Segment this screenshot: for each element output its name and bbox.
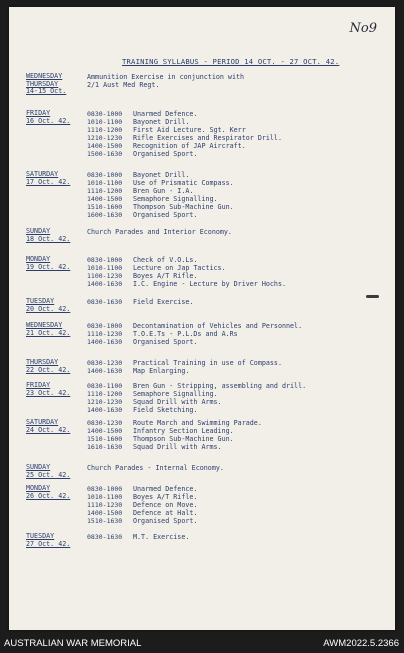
entry-item: Practical Training in use of Compass. <box>133 359 282 367</box>
entry-day-line: SUNDAY <box>26 463 51 471</box>
entry-time: 1400-1500 <box>87 509 123 518</box>
entry-time: 0830-1000 <box>87 171 123 179</box>
entry-day <box>26 228 86 243</box>
footer-institution: AUSTRALIAN WAR MEMORIAL <box>4 638 142 649</box>
entry-item: Route March and Swimming Parade. <box>133 419 262 427</box>
entry-time: 1400-1630 <box>87 280 123 289</box>
entry-time: 1510-1630 <box>87 517 123 526</box>
entry-day-line: 25 Oct. 42. <box>26 470 71 479</box>
entry-time: 1610-1630 <box>87 443 123 452</box>
entry-day <box>26 533 86 548</box>
entry-item: Organised Sport. <box>133 517 198 526</box>
entry-time: 0830-1230 <box>87 359 123 367</box>
entry-day-line: 16 Oct. 42. <box>26 116 71 125</box>
entry-day-line: 20 Oct. 42. <box>26 304 71 313</box>
entry-time: 1010-1100 <box>87 179 123 188</box>
entry-day <box>26 256 86 271</box>
entry-time: 1010-1100 <box>87 493 123 502</box>
entry-items <box>133 533 383 541</box>
entry-item: Semaphore Signalling. <box>133 195 218 204</box>
entry-item: Unarmed Defence. <box>133 110 198 118</box>
entry-day <box>26 382 86 397</box>
entry-time: 1600-1630 <box>87 211 123 220</box>
footer-accession-number: AWM2022.5.2366 <box>323 638 399 649</box>
entry-items <box>133 298 383 306</box>
entry-time: 0830-1630 <box>87 298 123 306</box>
entry-time: 1400-1630 <box>87 367 123 376</box>
entry-time: 0830-1000 <box>87 256 123 264</box>
entry-items <box>133 382 383 414</box>
entry-time: 1100-1230 <box>87 272 123 281</box>
entry-day-line: MONDAY <box>26 484 51 492</box>
footer-bar <box>0 634 404 653</box>
entry-day-line: 26 Oct. 42. <box>26 491 71 500</box>
entry-items <box>133 256 383 288</box>
entry-day-line: 18 Oct. 42. <box>26 234 71 243</box>
entry-day-line: WEDNESDAY <box>26 321 63 329</box>
entry-day <box>26 359 86 374</box>
entry-item: Church Parades - Internal Economy. <box>87 464 224 472</box>
entry-day-line: WEDNESDAY <box>26 72 63 80</box>
entry-time: 1400-1500 <box>87 195 123 204</box>
entry-item: Organised Sport. <box>133 338 198 347</box>
entry-item: Bayonet Drill. <box>133 118 190 127</box>
entry-day <box>26 171 86 186</box>
entry-day-line: SATURDAY <box>26 418 59 426</box>
entry-item: Map Enlarging. <box>133 367 190 376</box>
entry-item: Field Sketching. <box>133 406 198 415</box>
entry-item: Infantry Section Leading. <box>133 427 234 436</box>
entry-items <box>133 485 383 525</box>
entry-item: Field Exercise. <box>133 298 194 306</box>
entry-time: 1500-1630 <box>87 150 123 159</box>
entry-day <box>26 464 86 479</box>
entry-item: T.O.E.Ts - P.L.Ds and A.Rs <box>133 330 238 339</box>
entry-item: Ammunition Exercise in conjunction with <box>87 73 245 81</box>
entry-item: Boyes A/T Rifle. <box>133 272 198 281</box>
entry-items <box>87 228 337 236</box>
entry-item: Bren Gun - I.A. <box>133 187 194 196</box>
entry-time: 1510-1600 <box>87 435 123 444</box>
entry-time: 0830-1000 <box>87 110 123 118</box>
entry-time: 1400-1630 <box>87 406 123 415</box>
entry-day <box>26 110 86 125</box>
entry-item: Squad Drill with Arms. <box>133 398 222 407</box>
entry-time: 1400-1630 <box>87 338 123 347</box>
entry-item: Decontamination of Vehicles and Personnel. <box>133 322 303 330</box>
entry-time: 0830-1630 <box>87 533 123 541</box>
entry-time: 1400-1500 <box>87 142 123 151</box>
entry-day-line: SATURDAY <box>26 170 59 178</box>
entry-day-line: MONDAY <box>26 255 51 263</box>
entry-day-line: 22 Oct. 42. <box>26 365 71 374</box>
entry-day-line: SUNDAY <box>26 227 51 235</box>
entry-day-line: 21 Oct. 42. <box>26 328 71 337</box>
entry-item: Thompson Sub-Machine Gun. <box>133 435 234 444</box>
entry-time: 1400-1500 <box>87 427 123 436</box>
entry-day-line: 14-15 Oct. <box>26 87 67 96</box>
entry-day-line: 27 Oct. 42. <box>26 539 71 548</box>
entry-day-line: 19 Oct. 42. <box>26 262 71 271</box>
entry-item: Defence at Halt. <box>133 509 198 518</box>
entry-time: 1110-1230 <box>87 501 123 510</box>
entry-day <box>26 298 86 313</box>
entry-time: 0830-1000 <box>87 322 123 330</box>
entry-day-line: TUESDAY <box>26 532 55 540</box>
entry-day-line: FRIDAY <box>26 109 51 117</box>
entry-items <box>133 359 383 375</box>
entry-items <box>87 73 337 89</box>
entry-day-line: FRIDAY <box>26 381 51 389</box>
entry-item: Lecture on Jap Tactics. <box>133 264 226 273</box>
entry-time: 1110-1200 <box>87 390 123 399</box>
entry-time: 1010-1100 <box>87 264 123 273</box>
entry-item: Semaphore Signalling. <box>133 390 218 399</box>
entry-item: Church Parades and Interior Economy. <box>87 228 232 236</box>
entry-item: M.T. Exercise. <box>133 533 190 541</box>
entry-item: Bayonet Drill. <box>133 171 190 179</box>
entry-day-line: 24 Oct. 42. <box>26 425 71 434</box>
entry-item: Unarmed Defence. <box>133 485 198 493</box>
entry-day-line: TUESDAY <box>26 297 55 305</box>
entry-day-line: THURSDAY <box>26 358 59 366</box>
entry-item: Bren Gun - Stripping, assembling and drill. <box>133 382 307 390</box>
entry-item: Check of V.O.Ls. <box>133 256 198 264</box>
entry-time: 1110-1200 <box>87 187 123 196</box>
entry-item: Recognition of JAP Aircraft. <box>133 142 246 151</box>
entry-time: 0830-1230 <box>87 419 123 427</box>
document-title: TRAINING SYLLABUS - PERIOD 14 OCT. - 27 OCT. 42. <box>122 57 340 66</box>
entry-item: Thompson Sub-Machine Gun. <box>133 203 234 212</box>
entry-item: Use of Prismatic Compass. <box>133 179 234 188</box>
entry-items <box>133 171 383 219</box>
entry-time: 0830-1100 <box>87 382 123 390</box>
entry-item: Boyes A/T Rifle. <box>133 493 198 502</box>
entry-day <box>26 322 86 337</box>
entry-time: 1010-1100 <box>87 118 123 127</box>
entry-time: 1110-1230 <box>87 330 123 339</box>
entry-day-line: 17 Oct. 42. <box>26 177 71 186</box>
entry-item: Rifle Exercises and Respirator Drill. <box>133 134 282 143</box>
entry-item: Organised Sport. <box>133 211 198 220</box>
entry-time: 1510-1600 <box>87 203 123 212</box>
document-page <box>9 7 395 630</box>
entry-item: Defence on Move. <box>133 501 198 510</box>
entry-day <box>26 485 86 500</box>
entry-item: Squad Drill with Arms. <box>133 443 222 452</box>
entry-time: 1210-1230 <box>87 398 123 407</box>
entry-day <box>26 419 86 434</box>
entry-item: 2/1 Aust Med Regt. <box>87 81 160 90</box>
entry-item: Organised Sport. <box>133 150 198 159</box>
entry-items <box>133 322 383 346</box>
entry-day-line: 23 Oct. 42. <box>26 388 71 397</box>
entry-item: I.C. Engine - Lecture by Driver Hochs. <box>133 280 286 289</box>
entry-items <box>133 110 383 158</box>
entry-items <box>133 419 383 451</box>
entry-time: 1110-1200 <box>87 126 123 135</box>
entry-day <box>26 73 86 96</box>
entry-time: 1210-1230 <box>87 134 123 143</box>
entry-day-line: THURSDAY <box>26 79 59 88</box>
entry-time: 0830-1000 <box>87 485 123 493</box>
page-number: No9 <box>349 21 377 36</box>
entry-items <box>87 464 337 472</box>
entry-item: First Aid Lecture. Sgt. Kerr <box>133 126 246 135</box>
